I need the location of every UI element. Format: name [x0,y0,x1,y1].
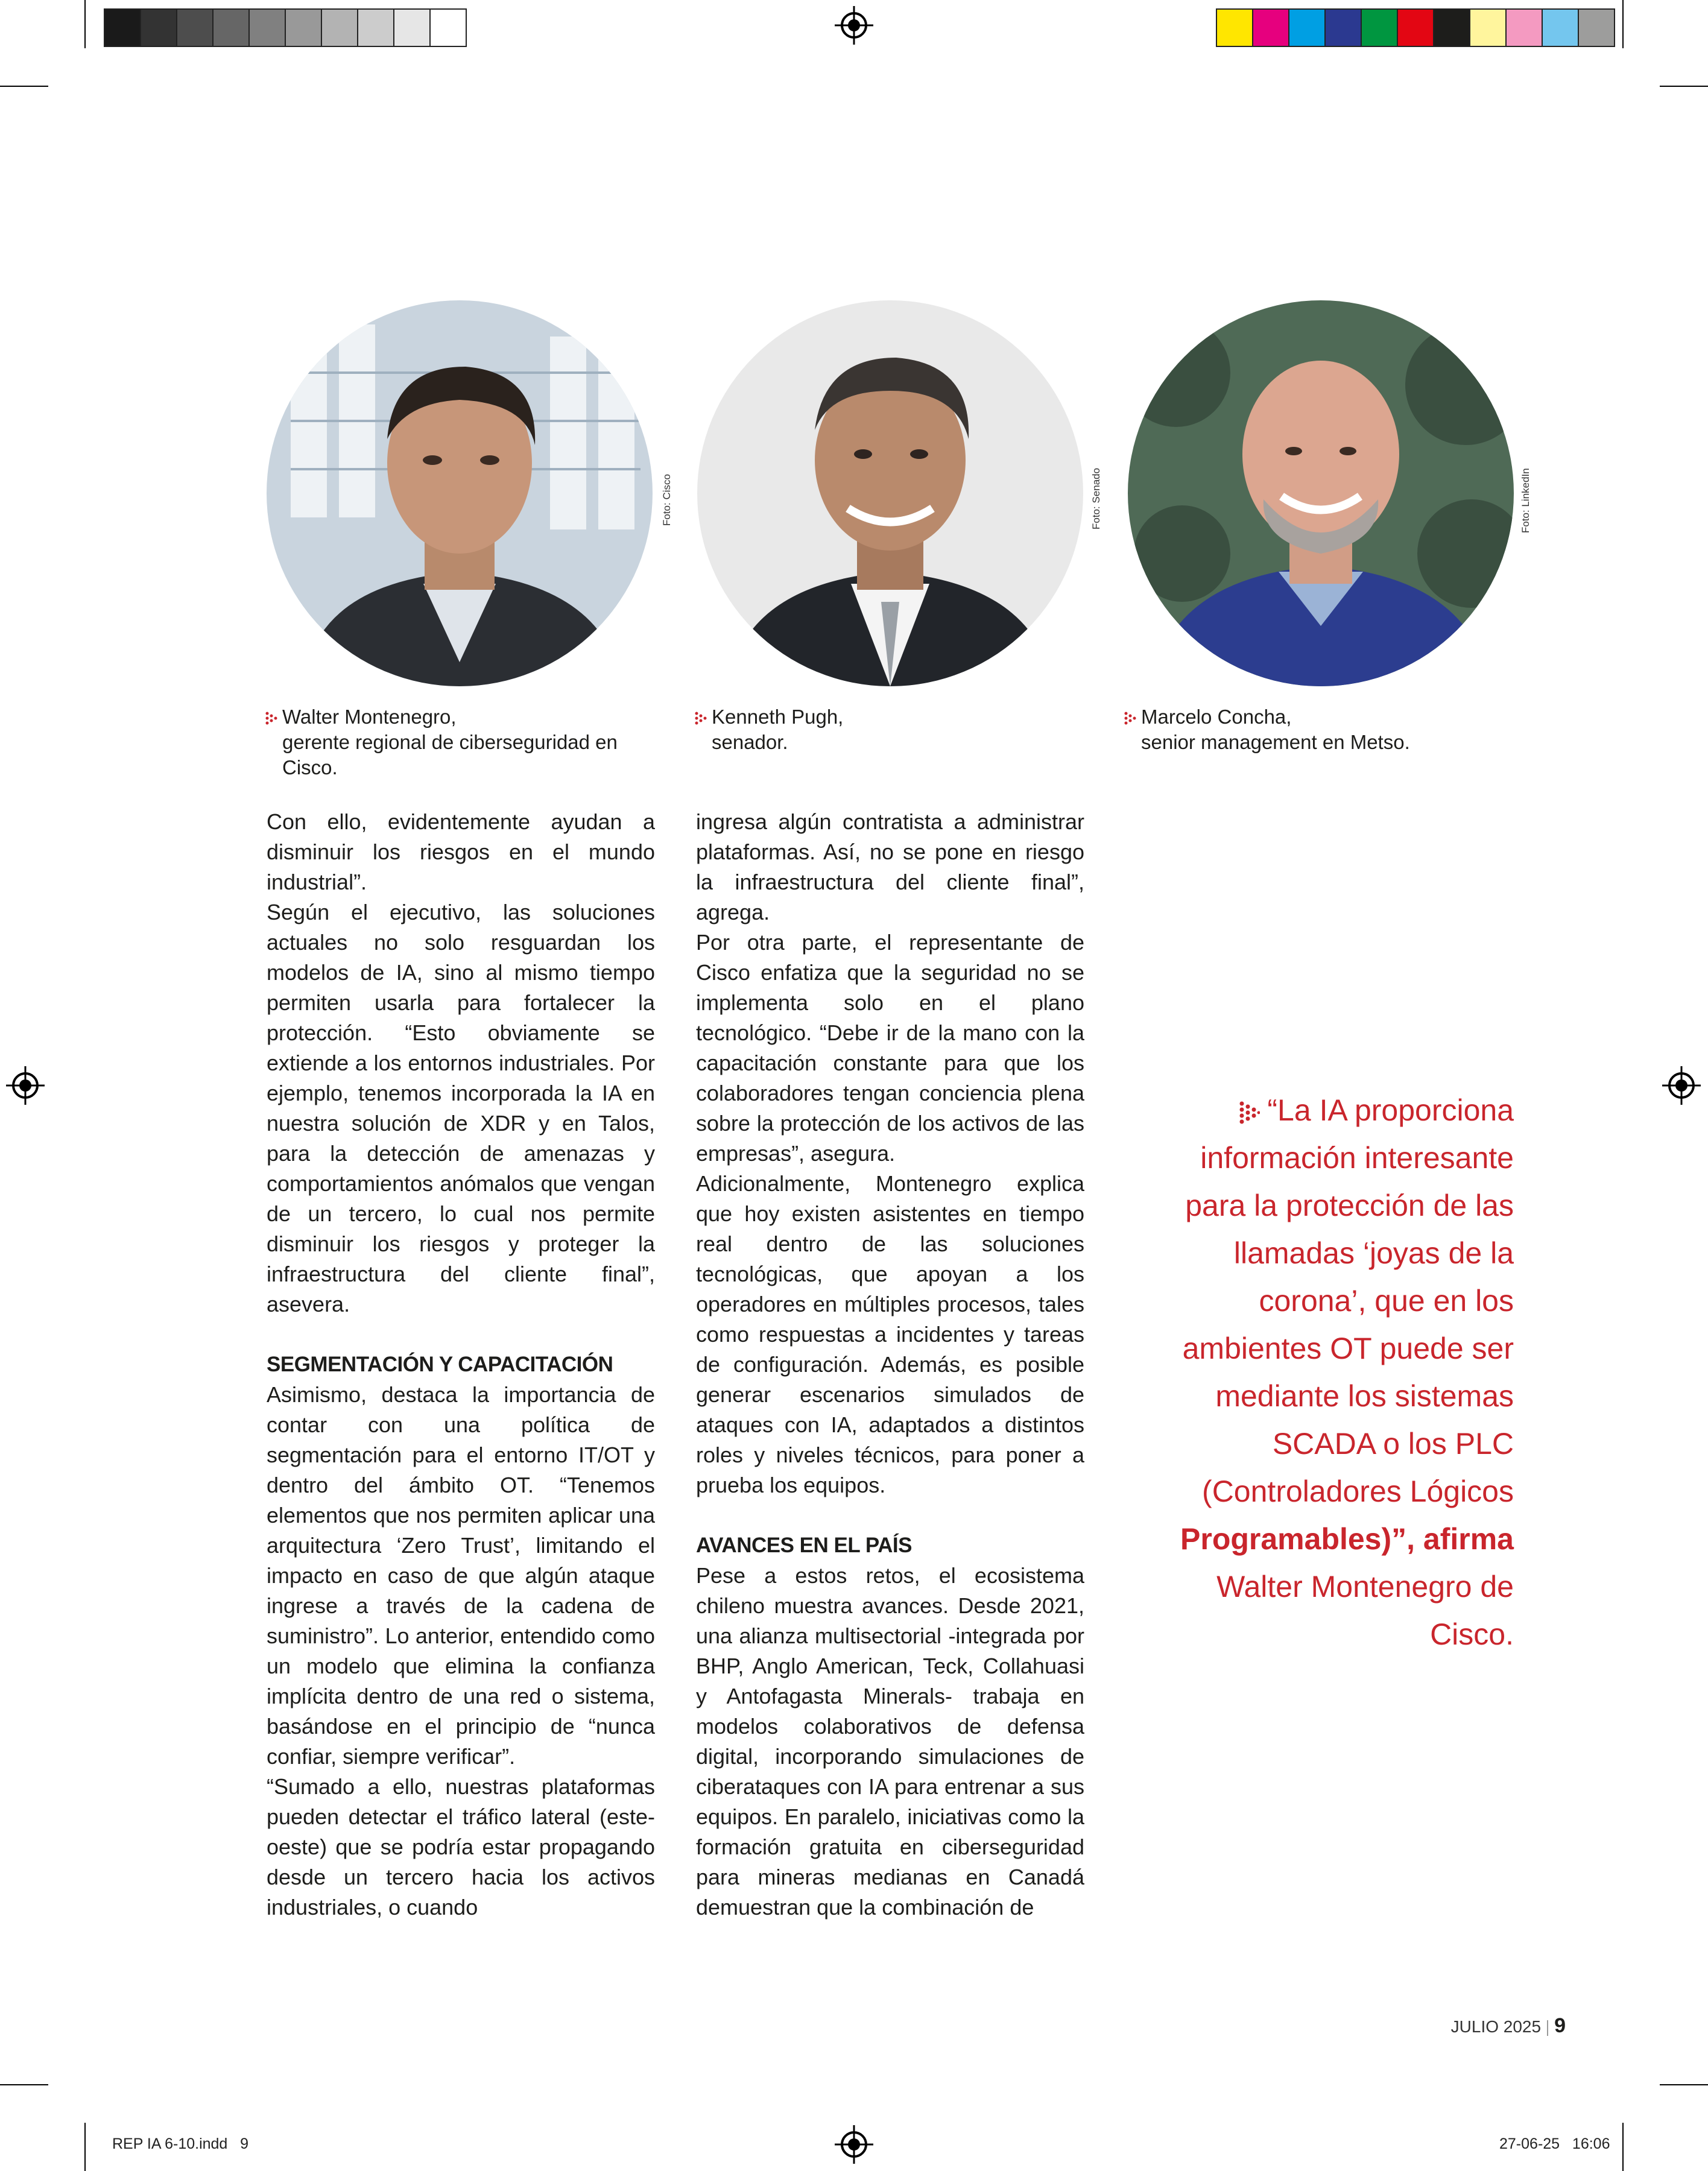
process-swatch [1326,10,1362,46]
process-swatch [1434,10,1470,46]
process-swatch [1579,10,1614,46]
photo-credit: Foto: LinkedIn [1520,468,1531,533]
crop-mark [0,86,48,87]
article-paragraph: Pese a estos retos, el ecosistema chileno muestra avances. Desde 2021, una alianza multisectorial -integrada por BHP, Anglo American, Teck, Collahuasi y Antofagasta Minerals- trabaja en modelos colaborativos de defensa digital, incorporando simulaciones de ciberataques con IA para entrenar a sus equipos. En paralelo, iniciativas como la formación gratuita en ciberseguridad para mineras medianas en Canadá demuestran que la combinación de [696,1563,1084,1920]
process-swatch [1253,10,1289,46]
caption-role: senador. [712,731,788,753]
section-heading: AVANCES EN EL PAÍS [696,1534,912,1557]
page-folio [1451,2014,1566,2038]
process-swatch [1289,10,1326,46]
slug-file-name: REP IA 6-10.indd 9 [112,2135,249,2152]
gray-swatch [358,10,394,46]
registration-mark-icon [12,1072,39,1099]
pull-quote-text: “La IA proporciona información interesante para la protección de las llamadas ‘joyas de la corona’, que en los ambientes OT puede ser mediante los sistemas SCADA o los PLC (Controladores Lógicos [1182,1093,1514,1508]
crop-mark [84,0,86,48]
photo-credit: Foto: Cisco [661,474,672,526]
gray-swatch [250,10,286,46]
registration-mark-icon [841,12,867,39]
caption-name: Marcelo Concha, [1141,706,1292,728]
caption-name: Kenneth Pugh, [712,706,844,728]
process-swatch [1398,10,1434,46]
pull-quote-bold: Programables)”, afirma [1180,1522,1514,1556]
gray-swatch [214,10,250,46]
issue-date: JULIO 2025 [1450,2017,1542,2036]
crop-mark [1660,2084,1708,2085]
crop-mark [1622,0,1624,48]
article-paragraph: Adicionalmente, Montenegro explica que hoy existen asistentes en tiempo real dentro de las soluciones tecnológicas, que apoyan a los operadores en múltiples procesos, tales como respuestas a incidentes y tareas de configuración. Además, es posible generar escenarios simulados de ataques con IA, adaptados a distintos roles y niveles técnicos, para poner a prueba los equipos. [696,1171,1084,1497]
caption-name-line [695,704,1087,730]
portrait-photo [697,300,1083,686]
portrait-kenneth-pugh [697,300,1083,686]
gray-swatch [105,10,141,46]
article-paragraph: ingresa algún contratista a administrar plataformas. Así, no se pone en riesgo la infraestructura del cliente final”, agrega. [696,809,1084,924]
gray-color-bar [104,8,467,47]
gray-swatch [394,10,431,46]
article-paragraph: Por otra parte, el representante de Cisco enfatiza que la seguridad no se implementa solo en el plano tecnológico. “Debe ir de la mano con la capacitación constante para que los colaboradores tengan conciencia plena sobre la protección de los activos de las empresas”, asegura. [696,930,1084,1166]
gray-swatch [177,10,214,46]
registration-mark-icon [841,2131,867,2158]
pull-quote-attribution: Walter Montenegro de Cisco. [1216,1570,1514,1651]
article-column-1 [267,807,655,1923]
dot-marker-icon [265,712,279,725]
portrait-marcelo-concha [1128,300,1514,686]
caption-role: gerente regional de ciberseguridad en Cisco. [282,731,618,779]
pull-quote [1158,1087,1514,1658]
crop-mark [1660,86,1708,87]
dot-marker-icon [695,712,708,725]
photo-credit: Foto: Senado [1090,467,1102,529]
gray-swatch [431,10,466,46]
article-paragraph: Según el ejecutivo, las soluciones actuales no solo resguardan los modelos de IA, sino al mismo tiempo permiten usarla para fortalecer la protección. “Esto obviamente se extiende a los entornos industriales. Por ejemplo, tenemos incorporada la IA en nuestra solución de XDR y en Talos, para la detección de amenazas y comportamientos anómalos que vengan de un tercero, lo cual nos permite disminuir los riesgos y proteger la infraestructura del cliente final”, asevera. [267,900,655,1316]
article-paragraph: Con ello, evidentemente ayudan a disminuir los riesgos en el mundo industrial”. [267,809,655,894]
process-color-bar [1216,8,1615,47]
process-swatch [1470,10,1507,46]
crop-mark [0,2084,48,2085]
process-swatch [1543,10,1579,46]
article-column-2 [696,807,1084,1923]
process-swatch [1507,10,1543,46]
folio-divider [1547,2020,1548,2036]
page-number: 9 [1554,2014,1566,2037]
crop-mark [1622,2123,1624,2171]
caption-name-line [265,704,657,730]
portrait-photo [267,300,653,686]
caption-name: Walter Montenegro, [282,706,457,728]
caption-role: senior management en Metso. [1141,731,1410,753]
registration-mark-icon [1668,1072,1695,1099]
caption-marcelo-concha [1124,704,1516,755]
section-heading: SEGMENTACIÓN Y CAPACITACIÓN [267,1353,613,1376]
gray-swatch [286,10,322,46]
slug-timestamp: 27-06-25 16:06 [1499,2135,1610,2152]
process-swatch [1217,10,1253,46]
process-swatch [1362,10,1398,46]
portrait-walter-montenegro [267,300,653,686]
dot-marker-icon [1239,1101,1260,1124]
dot-marker-icon [1124,712,1137,725]
portrait-photo [1128,300,1514,686]
caption-name-line [1124,704,1516,730]
gray-swatch [141,10,177,46]
gray-swatch [322,10,358,46]
crop-mark [84,2123,86,2171]
caption-kenneth-pugh [695,704,1087,755]
article-paragraph: “Sumado a ello, nuestras plataformas pueden detectar el tráfico lateral (este-oeste) que se podría estar propagando desde un tercero hacia los activos industriales, o cuando [267,1774,655,1920]
article-paragraph: Asimismo, destaca la importancia de contar con una política de segmentación para el entorno IT/OT y dentro del ámbito OT. “Tenemos elementos que nos permiten aplicar una arquitectura ‘Zero Trust’, limitando el impacto en caso de que algún ataque ingrese a través de la cadena de suministro”. Lo anterior, entendido como un modelo que elimina la confianza implícita dentro de una red o sistema, basándose en el principio de “nunca confiar, siempre verificar”. [267,1382,655,1769]
caption-walter-montenegro [265,704,657,780]
